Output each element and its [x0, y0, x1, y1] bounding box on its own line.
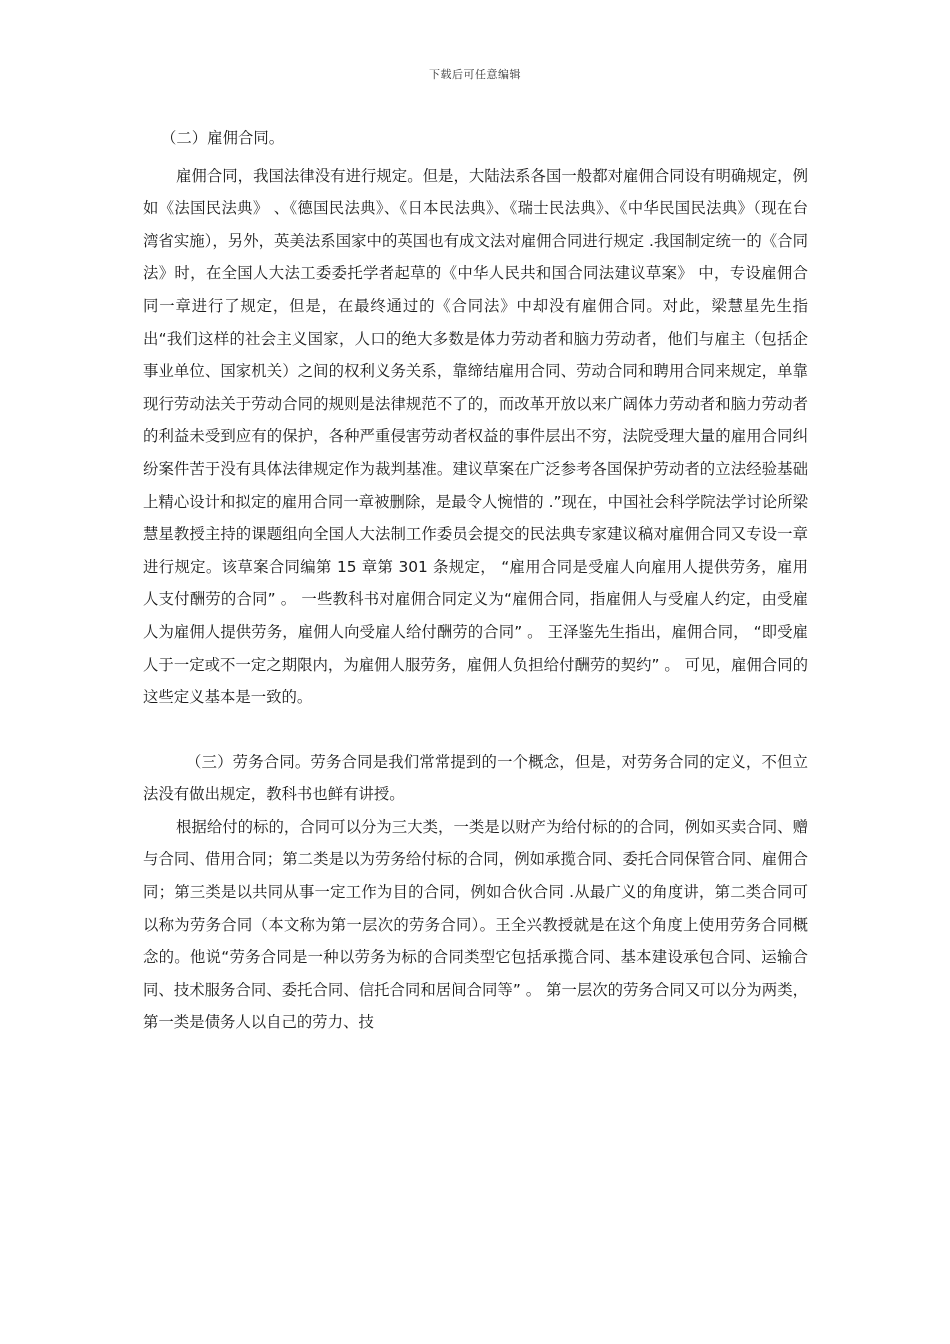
page-header-note: 下载后可任意编辑	[429, 68, 521, 81]
paragraph-labor-contract-classification: 根据给付的标的，合同可以分为三大类，一类是以财产为给付标的的合同，例如买卖合同、赠与合同、借用合同；第二类是以为劳务给付标的合同，例如承揽合同、委托合同保管合同、雇佣合同；第三类是以共同从事一定工作为目的合同，例如合伙合同 .从最广义的角度讲，第二类合同可以称为劳务合同（本文称为第一层次的劳务合同）。王全兴教授就是在这个角度上使用劳务合同概念的。他说“劳务合同是一种以劳务为标的合同类型它包括承揽合同、基本建设承包合同、运输合同、技术服务合同、委托合同、信托合同和居间合同等” 。 第一层次的劳务合同又可以分为两类，第一类是债务人以自己的劳力、技	[143, 817, 808, 1032]
paragraph-labor-contract-intro: （三）劳务合同。劳务合同是我们常常提到的一个概念，但是，对劳务合同的定义，不但立法没有做出规定，教科书也鲜有讲授。	[143, 752, 808, 804]
section-heading-employment-contract: （二）雇佣合同。	[161, 129, 285, 147]
paragraph-employment-contract: 雇佣合同，我国法律没有进行规定。但是，大陆法系各国一般都对雇佣合同设有明确规定，例如《法国民法典》 、《德国民法典》、《日本民法典》、《瑞士民法典》、《中华民国民法典》（现在台湾省实施），另外，英美法系国家中的英国也有成文法对雇佣合同进行规定 .我国制定统一的《合同法》时，在全国人大法工委委托学者起草的《中华人民共和国合同法建议草案》 中，专设雇佣合同一章进行了规定，但是，在最终通过的《合同法》中却没有雇佣合同。对此，梁慧星先生指出“我们这样的社会主义国家，人口的绝大多数是体力劳动者和脑力劳动者，他们与雇主（包括企事业单位、国家机关）之间的权利义务关系，靠缔结雇用合同、劳动合同和聘用合同来规定，单靠现行劳动法关于劳动合同的规则是法律规范不了的，而改革开放以来广阔体力劳动者和脑力劳动者的利益未受到应有的保护，各种严重侵害劳动者权益的事件层出不穷，法院受理大量的雇用合同纠纷案件苦于没有具体法律规定作为裁判基准。建议草案在广泛参考各国保护劳动者的立法经验基础上精心设计和拟定的雇用合同一章被删除，是最令人惋惜的 .”现在，中国社会科学院法学讨论所梁慧星教授主持的课题组向全国人大法制工作委员会提交的民法典专家建议稿对雇佣合同又专设一章进行规定。该草案合同编第 15 章第 301 条规定， “雇用合同是受雇人向雇用人提供劳务，雇用人支付酬劳的合同” 。 一些教科书对雇佣合同定义为“雇佣合同，指雇佣人与受雇人约定，由受雇人为雇佣人提供劳务，雇佣人向受雇人给付酬劳的合同” 。 王泽鉴先生指出，雇佣合同， “即受雇人于一定或不一定之期限内，为雇佣人服劳务，雇佣人负担给付酬劳的契约” 。 可见，雇佣合同的这些定义基本是一致的。	[143, 166, 808, 707]
document-body	[143, 122, 808, 1039]
